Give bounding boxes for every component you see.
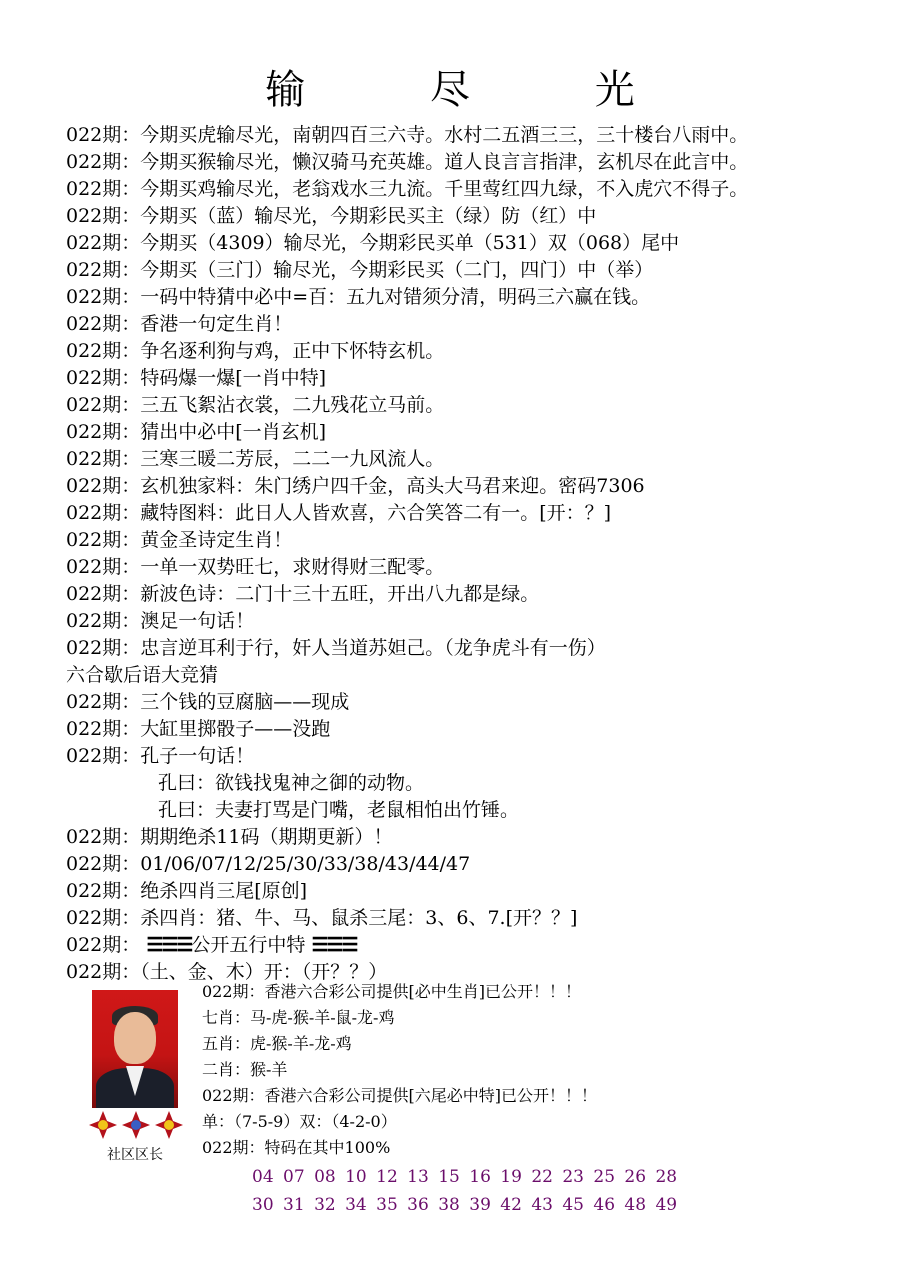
text-line: 022期：今期买虎输尽光，南朝四百三六寺。水村二五酒三三，三十楼台八雨中。	[66, 124, 749, 146]
text-line: 022期：藏特图料：此日人人皆欢喜，六合笑答二有一。[开：？]	[66, 502, 612, 524]
text-line: 022期：三五飞絮沾衣裳，二九残花立马前。	[66, 394, 445, 416]
medals	[88, 1110, 184, 1140]
text-line: 022期：猜出中必中[一肖玄机]	[66, 421, 327, 443]
trigram-icon: ☰☰☰	[311, 934, 357, 956]
promo-line: 022期：香港六合彩公司提供[必中生肖]已公开！！！	[202, 982, 582, 1001]
promo-line: 二肖：猴-羊	[202, 1060, 288, 1079]
text-line: 022期：澳足一句话！	[66, 610, 255, 632]
avatar-caption: 社区区长	[107, 1147, 163, 1163]
promo-line: 五肖：虎-猴-羊-龙-鸡	[202, 1034, 352, 1053]
medal-icon	[88, 1110, 118, 1140]
text-line: 022期：孔子一句话！	[66, 745, 255, 767]
text-line: 022期：香港一句定生肖！	[66, 313, 293, 335]
text-line: 022期：（土、金、木）开：（开？？）	[66, 961, 388, 983]
text-line: 022期：大缸里掷骰子——没跑	[66, 718, 331, 740]
medal-icon	[121, 1110, 151, 1140]
text-line: 022期：忠言逆耳利于行，奸人当道苏妲己。（龙争虎斗有一伤）	[66, 637, 606, 659]
section-heading: 六合歇后语大竞猜	[66, 664, 219, 686]
text-line: 022期：今期买（4309）输尽光，今期彩民买单（531）双（068）尾中	[66, 232, 680, 254]
promo-block	[202, 979, 882, 1161]
text-line: 022期：黄金圣诗定生肖！	[66, 529, 293, 551]
kongzi-line: 孔曰：夫妻打骂是门嘴，老鼠相怕出竹锤。	[158, 799, 520, 821]
kongzi-line: 孔曰：欲钱找鬼神之御的动物。	[158, 772, 425, 794]
avatar-block	[88, 990, 188, 1164]
text-line: 022期：争名逐利狗与鸡，正中下怀特玄机。	[66, 340, 445, 362]
wuxing-line	[66, 932, 886, 959]
text-line: 022期：一码中特猜中必中=百：五九对错须分清，明码三六赢在钱。	[66, 286, 651, 308]
page-title: 输 尽 光	[265, 67, 691, 113]
promo-line: 022期：特码在其中100%	[202, 1138, 391, 1157]
text-line: 022期：今期买鸡输尽光，老翁戏水三九流。千里莺红四九绿，不入虎穴不得子。	[66, 178, 749, 200]
text-line: 022期：玄机独家料：朱门绣户四千金，高头大马君来迎。密码7306	[66, 475, 645, 497]
avatar	[92, 990, 178, 1108]
avatar-face	[114, 1012, 156, 1064]
number-row: 30 31 32 34 35 36 38 39 42 43 45 46 48 49	[252, 1195, 678, 1215]
wuxing-text: 公开五行中特	[191, 934, 306, 956]
text-line: 022期：今期买（三门）输尽光，今期彩民买（二门，四门）中（举）	[66, 259, 654, 281]
number-row: 04 07 08 10 12 13 15 16 19 22 23 25 26 28	[252, 1167, 678, 1187]
wuxing-prefix: 022期：	[66, 934, 141, 956]
text-line: 022期：绝杀四肖三尾[原创]	[66, 880, 308, 902]
number-grid	[252, 1163, 892, 1219]
text-line: 022期：一单一双势旺七，求财得财三配零。	[66, 556, 445, 578]
text-line: 022期：三个钱的豆腐脑——现成	[66, 691, 350, 713]
medal-icon	[154, 1110, 184, 1140]
content-lines	[66, 122, 886, 986]
text-line: 022期：期期绝杀11码（期期更新）！	[66, 826, 393, 848]
text-line: 022期：特码爆一爆[一肖中特]	[66, 367, 327, 389]
text-line: 022期：三寒三暖二芳辰，二二一九风流人。	[66, 448, 445, 470]
text-line: 022期：杀四肖：猪、牛、马、鼠杀三尾：3、6、7.[开？？]	[66, 907, 578, 929]
trigram-icon: ☰☰☰	[146, 934, 192, 956]
promo-line: 七肖：马-虎-猴-羊-鼠-龙-鸡	[202, 1008, 395, 1027]
promo-line: 单：（7-5-9）双：（4-2-0）	[202, 1112, 397, 1131]
text-line: 022期：今期买（蓝）输尽光，今期彩民买主（绿）防（红）中	[66, 205, 597, 227]
text-line: 022期：今期买猴输尽光，懒汉骑马充英雄。道人良言言指津，玄机尽在此言中。	[66, 151, 749, 173]
text-line: 022期：新波色诗：二门十三十五旺，开出八九都是绿。	[66, 583, 540, 605]
promo-line: 022期：香港六合彩公司提供[六尾必中特]已公开！！！	[202, 1086, 598, 1105]
text-line: 022期：01/06/07/12/25/30/33/38/43/44/47	[66, 853, 471, 875]
